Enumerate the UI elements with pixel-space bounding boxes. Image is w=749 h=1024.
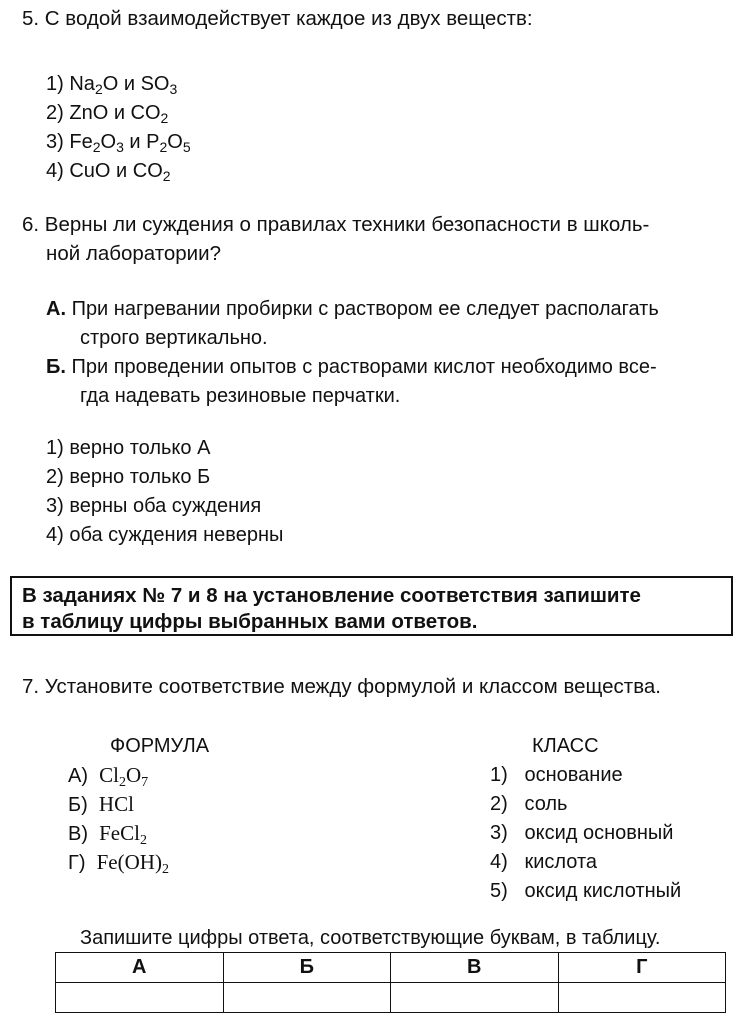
formula-b: Б) HCl (68, 792, 134, 816)
formula-g: Г) $Fe(OH)_2$ (68, 850, 169, 877)
formula-header: ФОРМУЛА (110, 735, 210, 757)
q6-statement-b-line1: Б. При проведении опытов с растворами кислот необходимо все- (46, 356, 657, 378)
class-2: 2) соль (490, 793, 568, 815)
q6-option-4: 4) оба суждения неверны (46, 524, 284, 546)
answer-cell-v[interactable] (391, 983, 559, 1013)
q6-option-1: 1) верно только А (46, 437, 211, 459)
class-1: 1) основание (490, 764, 623, 786)
instruction-line2: в таблицу цифры выбранных вами ответов. (22, 610, 478, 633)
formula-v: В) FeCl$_2$ (68, 821, 147, 848)
answer-cell-g[interactable] (558, 983, 726, 1013)
q5-question: 5. С водой взаимодействует каждое из двух веществ: (22, 7, 533, 30)
q5-option-4: 4) CuO и $CO_2$ (46, 160, 171, 184)
answer-table (55, 952, 726, 1013)
q6-statement-b-line2: гда надевать резиновые перчатки. (80, 385, 401, 407)
class-header: КЛАСС (532, 735, 599, 757)
q6-question-line2: ной лаборатории? (46, 242, 221, 265)
q6-statement-a-line2: строго вертикально. (80, 327, 268, 349)
answer-header-a: А (56, 953, 224, 983)
q6-question-line1: 6. Верны ли суждения о правилах техники безопасности в школь- (22, 213, 650, 236)
class-4: 4) кислота (490, 851, 598, 873)
answer-table-input-row (56, 983, 726, 1013)
answer-header-b: Б (223, 953, 391, 983)
formula-a: А) $Cl_2O_7$ (68, 763, 149, 790)
instruction-line1: В заданиях № 7 и 8 на установление соответствия запишите (22, 584, 641, 607)
class-3: 3) оксид основный (490, 822, 674, 844)
answer-header-v: В (391, 953, 559, 983)
q5-option-3: 3) $Fe_2O_3$ и $P_2O_5$ (46, 131, 191, 155)
q5-option-1: 1) $Na_2O$ и $SO_3$ (46, 73, 178, 97)
answer-cell-b[interactable] (223, 983, 391, 1013)
q6-statement-a-line1: А. При нагревании пробирки с раствором ее следует располагать (46, 298, 659, 320)
q7-table-instruction: Запишите цифры ответа, соответствующие буквам, в таблицу. (80, 927, 661, 949)
answer-cell-a[interactable] (56, 983, 224, 1013)
q6-option-3: 3) верны оба суждения (46, 495, 262, 517)
class-5: 5) оксид кислотный (490, 880, 682, 902)
q5-option-2: 2) ZnO и $CO_2$ (46, 102, 169, 126)
answer-table-header-row (56, 953, 726, 983)
q6-option-2: 2) верно только Б (46, 466, 211, 488)
instruction-box (10, 576, 733, 636)
answer-header-g: Г (558, 953, 726, 983)
q7-question: 7. Установите соответствие между формулой и классом вещества. (22, 675, 661, 698)
